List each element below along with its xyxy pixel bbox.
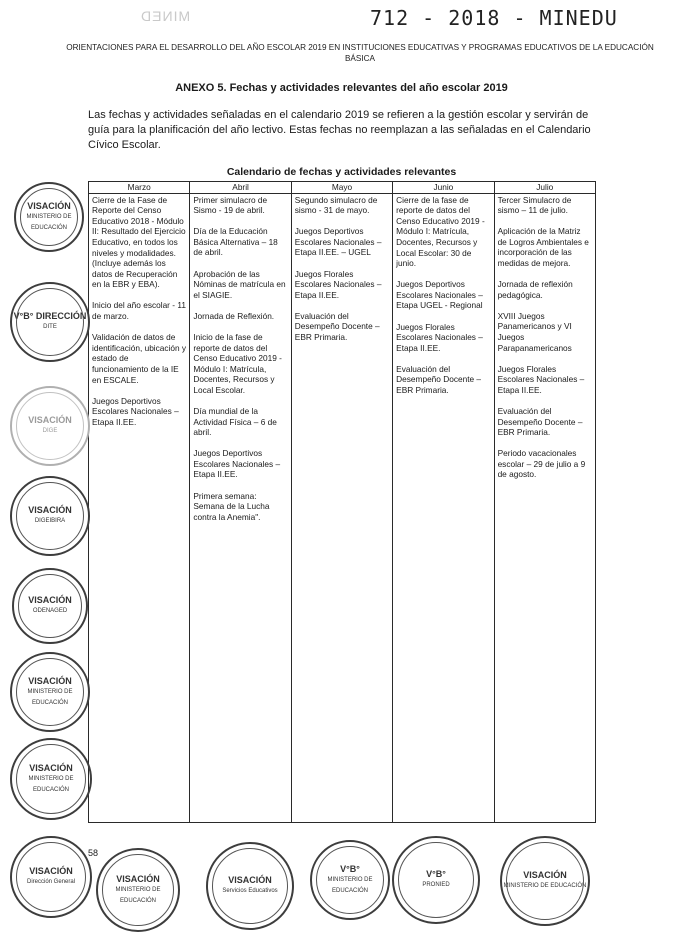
stamp-caption: DITE	[43, 324, 57, 330]
stamp-caption: DIGEIBIRA	[34, 518, 66, 524]
stamp-label: VISACIÓN	[27, 200, 71, 211]
activity-item: Aprobación de las Nóminas de matrícula en el SIAGIE.	[193, 268, 286, 300]
intro-paragraph: Las fechas y actividades señaladas en el calendario 2019 se refieren a la gestión escolar y servirán de guía para la planificación del año lectivo. Estas fechas no reemplazan a las señaladas en el Calendario Cívico Escolar.	[88, 109, 591, 151]
approval-stamp	[10, 386, 90, 466]
activity-item: Periodo vacacionales escolar – 29 de julio a 9 de agosto.	[497, 448, 586, 480]
approval-stamp	[10, 652, 90, 732]
calendar-body-row	[89, 193, 596, 822]
approval-stamp	[10, 738, 92, 820]
activity-item: Inicio del año escolar - 11 de marzo.	[92, 300, 186, 322]
approval-stamp	[10, 836, 92, 918]
document-subtitle: ORIENTACIONES PARA EL DESARROLLO DEL AÑO ESCOLAR 2019 EN INSTITUCIONES EDUCATIVAS Y PROGRAMAS EDUCATIVOS DE LA EDUCACIÓN BÁSICA	[66, 43, 654, 63]
approval-stamp	[96, 848, 180, 932]
approval-stamp	[392, 836, 480, 924]
document-number: 712 - 2018 - MINEDU	[370, 6, 618, 30]
activity-item: XVIII Juegos Panamericanos y VI Juegos Parapanamericanos	[497, 310, 572, 353]
activity-item: Validación de datos de identificación, ubicación y estado de funcionamiento de la IE en ESCALE.	[92, 332, 187, 385]
activity-item: Día mundial de la Actividad Física – 6 de abril.	[193, 406, 277, 438]
stamp-caption: Dirección General	[26, 879, 76, 885]
activity-item: Jornada de Reflexión.	[193, 310, 275, 321]
activity-item: Primera semana: Semana de la Lucha contra la Anemia".	[193, 490, 270, 522]
activity-item: Aplicación de la Matriz de Logros Ambientales e incorporación de las medidas de mejora.	[497, 226, 589, 269]
activity-item: Evaluación del Desempeño Docente – EBR Primaria.	[396, 363, 482, 395]
month-header: Junio	[393, 182, 494, 194]
activity-item: Cierre de la fase de reporte de datos del Censo Educativo 2019 - Módulo I: Matrícula, Docentes, Recursos y Local Escolar: 30 de junio.	[396, 194, 485, 269]
activity-item: Juegos Deportivos Escolares Nacionales – Etapa II.EE.	[92, 395, 179, 427]
stamp-caption: MINISTERIO DE EDUCACIÓN	[327, 876, 373, 894]
activity-item: Juegos Deportivos Escolares Nacionales – Etapa UGEL - Regional	[396, 279, 483, 311]
stamp-label: V°B°	[340, 863, 360, 874]
stamp-label: VISACIÓN	[29, 762, 73, 773]
month-cell-mayo	[291, 193, 392, 822]
activity-item: Inicio de la fase de reporte de datos del Censo Educativo 2019 - Módulo I: Matrícula, Docentes, Recursos y Local Escolar.	[193, 331, 282, 395]
calendar-header-row	[89, 182, 596, 194]
calendar-title: Calendario de fechas y actividades relevantes	[226, 166, 457, 178]
activity-item: Juegos Florales Escolares Nacionales – Etapa II.EE.	[294, 268, 382, 300]
approval-stamp	[10, 282, 90, 362]
activity-item: Jornada de reflexión pedagógica.	[497, 279, 573, 300]
stamp-caption: MINISTERIO DE EDUCACIÓN	[503, 883, 587, 889]
stamp-label: VISACIÓN	[28, 675, 72, 686]
month-cell-abril	[190, 193, 291, 822]
approval-stamp	[14, 182, 84, 252]
approval-stamp	[206, 842, 294, 930]
calendar-table	[88, 181, 596, 823]
stamp-label: V°B° DIRECCIÓN	[13, 311, 87, 321]
approval-stamp	[12, 568, 88, 644]
month-header: Mayo	[291, 182, 392, 194]
stamp-label: VISACIÓN	[29, 866, 73, 876]
activity-item: Evaluación del Desempeño Docente – EBR Primaria.	[497, 406, 583, 438]
approval-stamp	[310, 840, 390, 920]
stamp-label: V°B°	[426, 869, 446, 879]
activity-item: Tercer Simulacro de sismo – 11 de julio.	[497, 194, 572, 216]
activity-item: Juegos Deportivos Escolares Nacionales – Etapa II.EE. – UGEL	[294, 226, 382, 258]
page-number: 58	[88, 848, 99, 858]
faint-header-mark: MINED	[140, 8, 191, 24]
stamp-caption: MINISTERIO DE EDUCACIÓN	[26, 213, 72, 231]
stamp-caption: MINISTERIO DE EDUCACIÓN	[115, 886, 161, 904]
activity-item: Juegos Deportivos Escolares Nacionales – Etapa II.EE.	[193, 448, 281, 480]
stamp-caption: DIGE	[42, 428, 58, 434]
month-header: Marzo	[89, 182, 190, 194]
activity-item: Juegos Florales Escolares Nacionales – Etapa II.EE.	[396, 321, 483, 353]
stamp-label: VISACIÓN	[28, 415, 72, 425]
activity-item: Primer simulacro de Sismo - 19 de abril.	[193, 194, 268, 216]
annex-title: ANEXO 5. Fechas y actividades relevantes del año escolar 2019	[175, 82, 508, 94]
activity-item: Segundo simulacro de sismo - 31 de mayo.	[294, 194, 378, 216]
month-cell-junio	[393, 193, 494, 822]
activity-item: Día de la Educación Básica Alternativa – 18 de abril.	[193, 226, 278, 258]
activity-item: Cierre de la Fase de Reporte del Censo Educativo 2018 - Módulo II: Resultado del Ejercicio Educativo, en todos los niveles y modalidades. (Incluye además los datos de Recuperación en la EBR y EBA).	[92, 194, 186, 290]
stamp-caption: MINISTERIO DE EDUCACIÓN	[27, 688, 73, 706]
month-cell-marzo	[89, 193, 190, 822]
activity-item: Juegos Florales Escolares Nacionales – Etapa II.EE.	[497, 363, 585, 395]
stamp-label: VISACIÓN	[228, 875, 272, 885]
stamp-caption: Servicios Educativos	[222, 888, 278, 894]
stamp-label: VISACIÓN	[523, 870, 567, 880]
stamp-caption: ODENAGED	[32, 608, 68, 614]
approval-stamp	[10, 476, 90, 556]
month-header: Julio	[494, 182, 595, 194]
month-header: Abril	[190, 182, 291, 194]
stamp-caption: MINISTERIO DE EDUCACIÓN	[28, 775, 74, 793]
activity-item: Evaluación del Desempeño Docente – EBR Primaria.	[294, 310, 380, 343]
stamp-label: VISACIÓN	[116, 873, 160, 884]
stamp-label: VISACIÓN	[28, 595, 72, 605]
stamp-label: VISACIÓN	[28, 505, 72, 515]
month-cell-julio	[494, 193, 595, 822]
approval-stamp	[500, 836, 590, 926]
stamp-caption: PRONIED	[422, 882, 450, 888]
